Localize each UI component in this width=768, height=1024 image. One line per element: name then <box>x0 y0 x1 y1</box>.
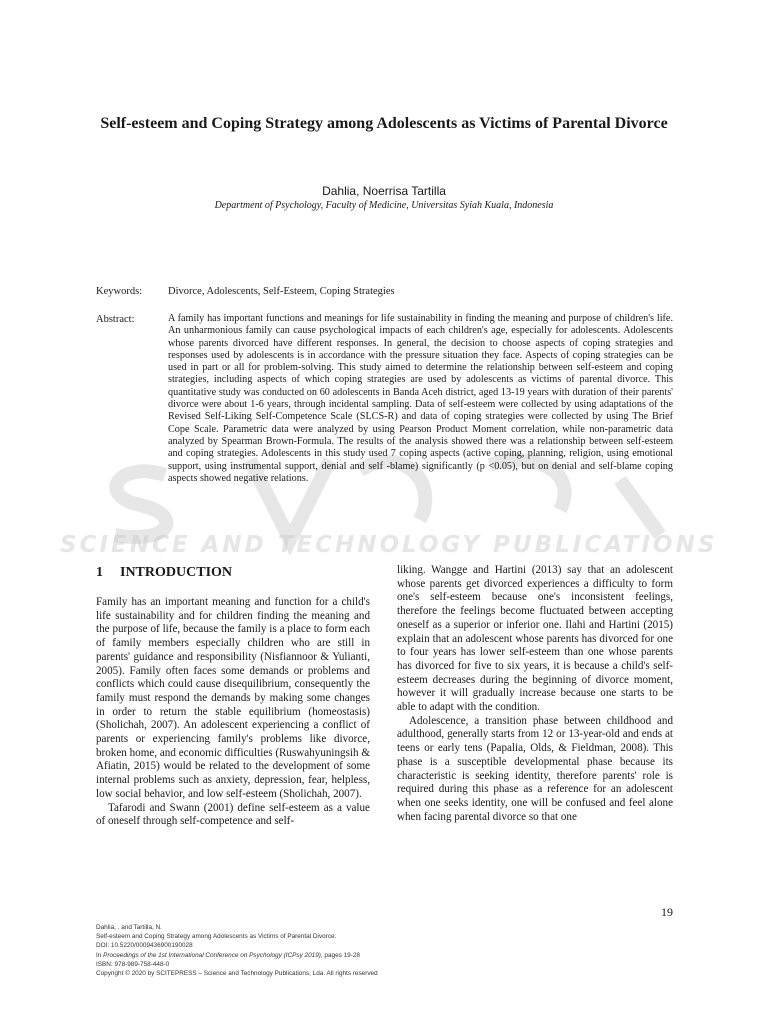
right-column <box>397 564 673 824</box>
abstract-text: A family has important functions and meanings for life sustainability in finding the meaning and purpose of children's life. An unharmonious family can cause psychological impacts of each children's age, especially for adolescents. Adolescents whose parents divorced have different responses. In general, the decision to choose aspects of coping strategies and responses used by adolescents is in accordance with the pressure situation they face. Aspects of coping strategies can be used in part or all for problem-solving. This study aimed to determine the relationship between self-esteem and coping strategies, including aspects of which coping strategies are used by adolescents as victims of parental divorce. This quantitative study was conducted on 60 adolescents in Banda Aceh district, aged 13-19 years with duration of their parents' divorce were about 1-6 years, through incidental sampling. Data of self-esteem were collected by using adaptations of the Revised Self-Liking Self-Competence Scale (SLCS-R) and data of coping strategies were collected by using The Brief Cope Scale. Parametric data were analyzed by using Pearson Product Moment correlation, while non-parametric data analyzed by Spearman Brown-Formula. The results of the analysis showed there was a relationship between self-esteem and coping strategies. Adolescents in this study used 7 coping aspects (active coping, planning, religion, using emotional support, using instrumental support, denial and self -blame) significantly (p <0.05), but on denial and self-blame coping aspects showed negative relations. <box>168 313 673 484</box>
footer-text: In <box>96 951 104 959</box>
section-number: 1 <box>96 565 103 580</box>
footer-line: ISBN: 978-989-758-448-0 <box>96 960 170 968</box>
copyright-line: Copyright © 2020 by SCITEPRESS – Science and Technology Publications, Lda. All rights reserved <box>96 970 378 978</box>
author-affiliation: Department of Psychology, Faculty of Medicine, Universitas Syiah Kuala, Indonesia <box>214 200 554 211</box>
abstract-label: Abstract: <box>96 314 135 325</box>
left-column <box>96 596 370 829</box>
proceedings-name: Proceedings of the 1st International Conference on Psychology (ICPsy 2019) <box>103 951 321 959</box>
footer-line: Dahlia, . and Tartilla, N. <box>96 924 162 931</box>
body-paragraph: Adolescence, a transition phase between childhood and adulthood, generally starts from 12 or 13-year-old and ends at teens or early tens (Papalia, Olds, & Fieldman, 2008). This phase is a susceptible developmental phase because its characteristic is seeking identity, therefore parents' role is required during this phase as a reference for an adolescent when one seeks identity, one will be confused and feel alone when facing parental divorce so that one <box>397 714 673 823</box>
body-paragraph: Family has an important meaning and function for a child's life sustainability and for children finding the meaning and the purpose of life, because the family is a place to form each of family members especially children who are still in parents' guidance and responsibility (Nisfiannoor & Yulianti, 2005). Family often faces some demands or problems and conflicts which could cause disequilibrium, consequently the family must respond the demands by making some changes in order to return the stable equilibrium (homeostasis) (Sholichah, 2007). An adolescent experiencing a conflict of parents or experiencing family's problems like divorce, broken home, and economic difficulties (Ruswahyuningsih & Afiatin, 2015) would be related to the development of some internal problems such as anxiety, depression, fear, helpless, low social behavior, and low self-esteem (Sholichah, 2007). <box>96 596 370 800</box>
section-title: INTRODUCTION <box>120 565 233 580</box>
keywords-label: Keywords: <box>96 286 143 297</box>
body-paragraph: Tafarodi and Swann (2001) define self-esteem as a value of oneself through self-competence and self- <box>96 801 370 828</box>
paper-authors: Dahlia, Noerrisa Tartilla <box>322 184 446 198</box>
paper-title: Self-esteem and Coping Strategy among Adolescents as Victims of Parental Divorce <box>100 115 668 132</box>
footer-text: , pages 19-28 <box>320 951 360 959</box>
page-number: 19 <box>661 905 673 919</box>
body-paragraph: liking. Wangge and Hartini (2013) say that an adolescent whose parents get divorced experiences a difficulty to form one's self-esteem because one's inconsistent feelings, therefore the feelings become fluctuated between accepting oneself as a superior or inferior one. Ilahi and Hartini (2015) explain that an adolescent whose parents has divorced for one to four years has lower self-esteem than one whose parents has divorced for five to six years, it is because a child's self-esteem decreases during the beginning of divorce moment, however it will gradually increase because one starts to be able to adapt with the condition. <box>397 564 673 714</box>
footer-line <box>96 951 596 960</box>
citation-footer <box>96 923 596 978</box>
footer-line: DOI: 10.5220/0009436900190028 <box>96 942 193 950</box>
footer-line: Self-esteem and Coping Strategy among Adolescents as Victims of Parental Divorce. <box>96 933 337 941</box>
keywords-text: Divorce, Adolescents, Self-Esteem, Coping Strategies <box>168 286 395 297</box>
section-heading <box>96 565 232 581</box>
watermark-text: SCIENCE AND TECHNOLOGY PUBLICATIONS <box>60 532 718 558</box>
